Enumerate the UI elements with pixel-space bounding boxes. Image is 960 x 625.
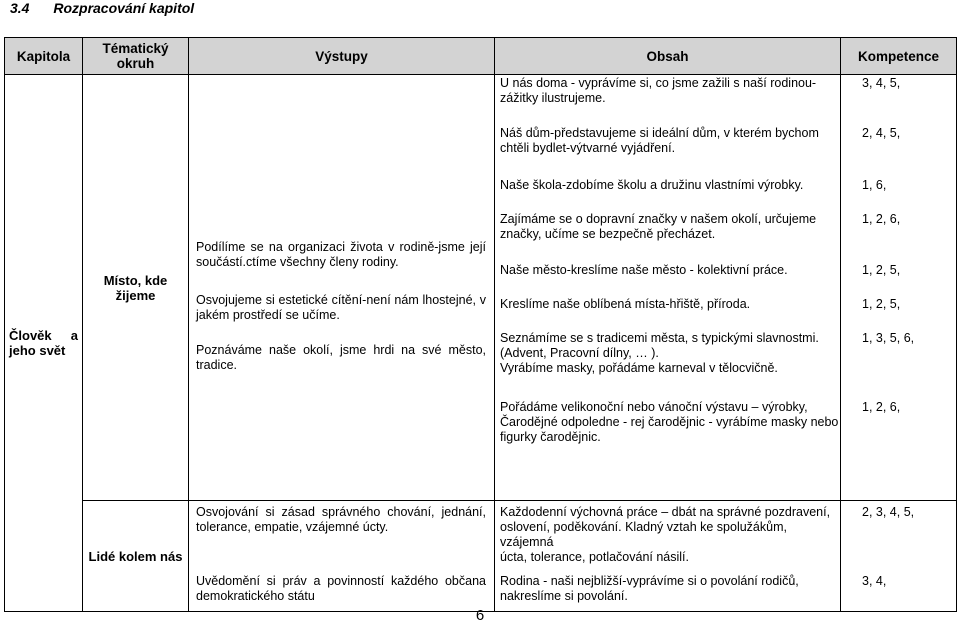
header-kapitola: Kapitola xyxy=(5,38,83,75)
topic-line: Lidé kolem nás xyxy=(88,548,183,564)
content-item xyxy=(500,574,799,604)
content-item xyxy=(500,505,840,565)
output-line: tolerance, empatie, vzájemné úcty. xyxy=(196,520,389,534)
chapter-word: jeho svět xyxy=(9,343,66,358)
content-line: oslovení, poděkování. Kladný vztah ke spolužákům, vzájemná xyxy=(500,520,787,549)
content-item xyxy=(500,126,819,156)
content-line: Čarodějné odpoledne - rej čarodějnic - vyrábíme masky nebo xyxy=(500,415,839,429)
content-line: značky, učíme se bezpečně přecházet. xyxy=(500,227,716,241)
content-line: nakreslíme si povolání. xyxy=(500,589,628,603)
table-row xyxy=(5,501,957,612)
output-line: Uvědomění si práv a povinností každého občana xyxy=(196,574,486,588)
header-vystupy: Výstupy xyxy=(189,38,495,75)
competence-item: 1, 2, 5, xyxy=(862,263,901,277)
content-line: Zajímáme se o dopravní značky v našem okolí, určujeme xyxy=(500,212,817,226)
content-line: zážitky ilustrujeme. xyxy=(500,91,606,105)
content-cell xyxy=(495,501,841,612)
chapter-word: a xyxy=(70,328,78,343)
section-number: 3.4 xyxy=(10,0,30,16)
competence-item: 2, 3, 4, 5, xyxy=(862,505,915,519)
competence-item: 1, 2, 5, xyxy=(862,297,901,311)
output-line: Podílíme se na organizaci života v rodině-jsme její xyxy=(196,240,486,254)
content-line: Vyrábíme masky, pořádáme karneval v tělocvičně. xyxy=(500,361,778,375)
content-line: Každodenní výchovná práce – dbát na správné pozdravení, xyxy=(500,505,831,519)
output-line: součástí.ctíme všechny členy rodiny. xyxy=(196,255,399,269)
content-line: figurky čarodějnic. xyxy=(500,430,601,444)
content-line: U nás doma - vyprávíme si, co jsme zažili s naší rodinou- xyxy=(500,76,817,90)
topic-cell xyxy=(83,501,189,612)
section-heading xyxy=(10,0,194,16)
content-line: (Advent, Pracovní dílny, … ). xyxy=(500,346,659,360)
competence-item: 1, 2, 6, xyxy=(862,212,901,226)
competence-item: 1, 2, 6, xyxy=(862,400,901,414)
competence-item: 3, 4, 5, xyxy=(862,76,901,90)
competence-item: 2, 4, 5, xyxy=(862,126,901,140)
header-kompetence: Kompetence xyxy=(841,38,957,75)
chapter-cell xyxy=(5,75,83,612)
table-row xyxy=(5,75,957,501)
output-line: Osvojování si zásad správného chování, jednání, xyxy=(196,505,486,519)
topic-line: žijeme xyxy=(115,287,156,303)
content-line: Rodina - naši nejbližší-vyprávíme si o povolání rodičů, xyxy=(500,574,799,588)
content-item xyxy=(500,400,838,445)
output-item xyxy=(196,240,486,270)
content-item xyxy=(500,212,816,242)
output-line: Poznáváme naše okolí, jsme hrdi na své město, xyxy=(196,343,486,357)
output-item xyxy=(196,343,486,373)
page-number: 6 xyxy=(475,607,485,624)
content-item xyxy=(500,297,750,312)
competences-cell xyxy=(841,501,957,612)
content-item xyxy=(500,178,803,193)
output-item xyxy=(196,505,486,535)
output-line: demokratického státu xyxy=(196,589,315,603)
chapters-table xyxy=(4,37,957,612)
output-item xyxy=(196,574,486,604)
content-line: Náš dům-představujeme si ideální dům, v kterém bychom xyxy=(500,126,819,140)
content-line: Naše škola-zdobíme školu a družinu vlastními výrobky. xyxy=(500,178,804,192)
outputs-cell xyxy=(189,501,495,612)
output-line: jakém prostředí se učíme. xyxy=(196,308,340,322)
table-header-row xyxy=(5,38,957,75)
chapter-word: Člověk xyxy=(9,328,52,343)
competences-cell xyxy=(841,75,957,501)
section-title: Rozpracování kapitol xyxy=(53,0,195,16)
header-obsah: Obsah xyxy=(495,38,841,75)
competence-item: 3, 4, xyxy=(862,574,887,588)
content-line: Pořádáme velikonoční nebo vánoční výstavu – výrobky, xyxy=(500,400,808,414)
output-item xyxy=(196,293,486,323)
content-line: úcta, tolerance, potlačování násilí. xyxy=(500,550,690,564)
outputs-cell xyxy=(189,75,495,501)
content-item xyxy=(500,263,788,278)
competence-item: 1, 6, xyxy=(862,178,887,192)
content-line: Naše město-kreslíme naše město - kolektivní práce. xyxy=(500,263,788,277)
content-item xyxy=(500,331,819,376)
output-line: tradice. xyxy=(196,358,237,372)
topic-cell xyxy=(83,75,189,501)
content-cell xyxy=(495,75,841,501)
header-tematicky-okruh: Tématický okruh xyxy=(83,38,189,75)
competence-item: 1, 3, 5, 6, xyxy=(862,331,915,345)
content-line: Kreslíme naše oblíbená místa-hřiště, příroda. xyxy=(500,297,751,311)
topic-line: Místo, kde xyxy=(103,272,168,288)
output-line: Osvojujeme si estetické cítění-není nám lhostejné, v xyxy=(196,293,486,307)
content-line: chtěli bydlet-výtvarné vyjádření. xyxy=(500,141,676,155)
content-line: Seznámíme se s tradicemi města, s typickými slavnostmi. xyxy=(500,331,819,345)
content-item xyxy=(500,76,816,106)
